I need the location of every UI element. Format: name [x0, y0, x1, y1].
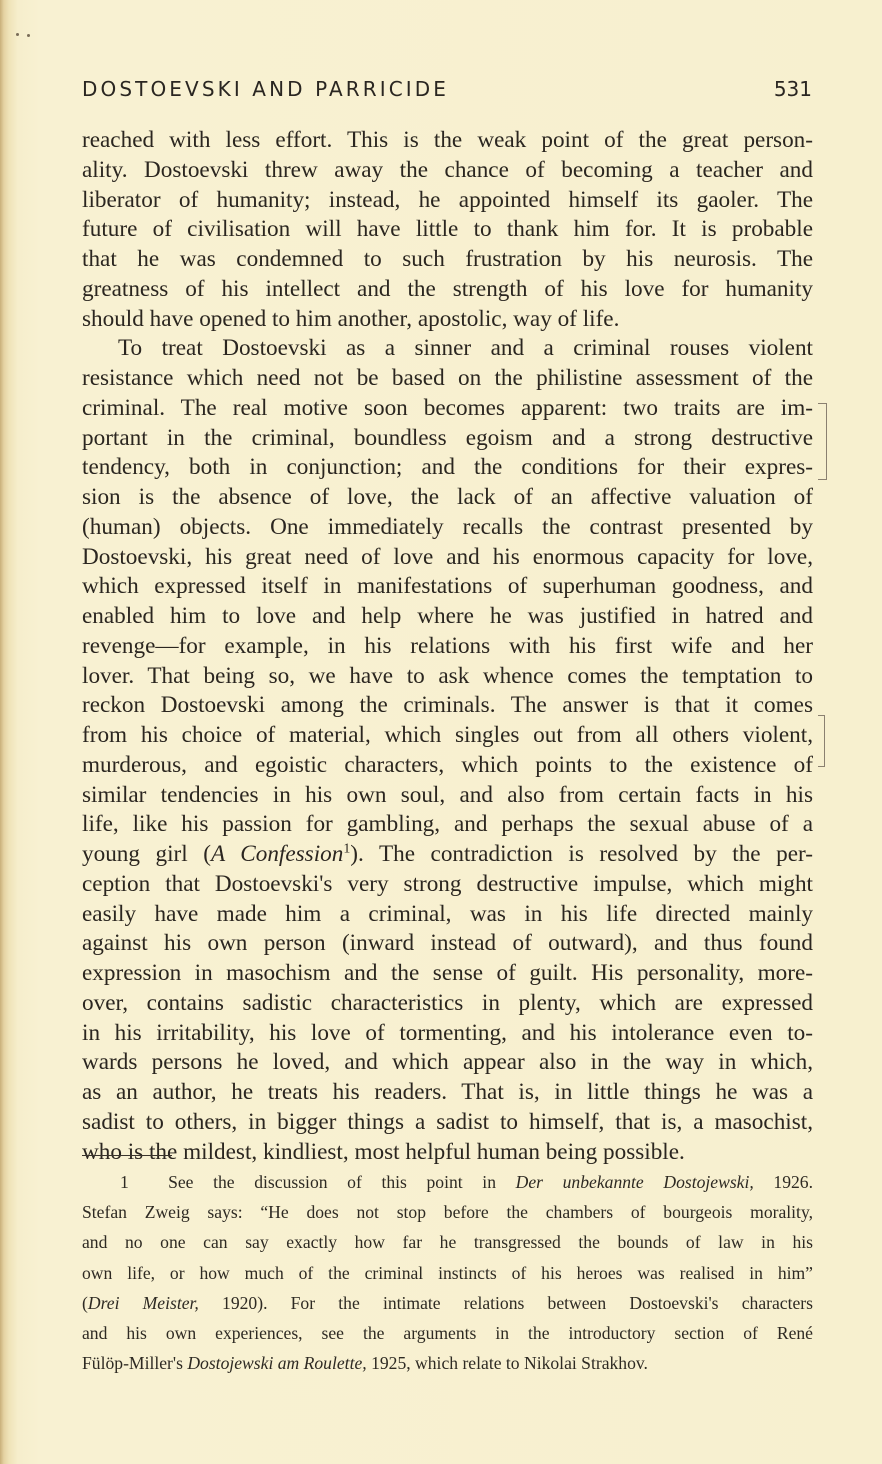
text-line: resistance which need not be based on the philistine assessment of the	[82, 365, 813, 391]
text-line: revenge—for example, in his relations with his first wife and her	[82, 632, 813, 659]
footnote-line: Stefan Zweig says: “He does not stop before the chambers of bourgeois morality,	[82, 1202, 813, 1223]
body-text	[82, 126, 813, 1167]
footnote-line: own life, or how much of the criminal instincts of his heroes was realised in him”	[82, 1262, 813, 1283]
text-line: ception that Dostoevski's very strong destructive impulse, which might	[82, 870, 813, 897]
paragraph-start-line: To treat Dostoevski as a sinner and a criminal rouses violent	[118, 335, 813, 362]
text-line: from his choice of material, which singles out from all others violent,	[82, 722, 813, 748]
text-line-with-footnote-ref: young girl (A Confession$^1$). The contradiction is resolved by the per-	[82, 841, 813, 867]
pencil-margin-bracket	[818, 715, 825, 767]
running-title: DOSTOEVSKI AND PARRICIDE	[82, 77, 450, 101]
text-line: future of civilisation will have little to thank him for. It is probable	[82, 216, 813, 243]
text-line: liberator of humanity; instead, he appointed himself its gaoler. The	[82, 186, 813, 213]
book-title: Der unbekannte Dostojewski,	[515, 1172, 754, 1192]
footnote-line: 1 See the discussion of this point in Der unbekannte Dostojewski, 1926.	[120, 1172, 813, 1192]
text-line: that he was condemned to such frustration by his neurosis. The	[82, 246, 813, 272]
text-line: enabled him to love and help where he was justified in hatred and	[82, 603, 813, 629]
text-line: similar tendencies in his own soul, and also from certain facts in his	[82, 781, 813, 808]
text-line: sion is the absence of love, the lack of an affective valuation of	[82, 484, 813, 510]
text-line: sadist to others, in bigger things a sadist to himself, that is, a masochist,	[82, 1108, 813, 1135]
text-line: ality. Dostoevski threw away the chance of becoming a teacher and	[82, 156, 813, 183]
text-line: tendency, both in conjunction; and the conditions for their expres-	[82, 454, 813, 481]
text-line: easily have made him a criminal, was in his life directed mainly	[82, 900, 813, 927]
pencil-margin-bracket	[818, 403, 827, 480]
text-line: wards persons he loved, and which appear also in the way in which,	[82, 1049, 813, 1076]
text-line: greatness of his intellect and the strength of his love for humanity	[82, 275, 813, 302]
text-line: life, like his passion for gambling, and perhaps the sexual abuse of a	[82, 811, 813, 838]
footnote-ref[interactable]: 1	[343, 841, 351, 857]
footnote-number: 1	[120, 1172, 129, 1192]
speck	[27, 34, 30, 37]
footnote-rule	[82, 1155, 172, 1156]
text-line: murderous, and egoistic characters, which points to the existence of	[82, 751, 813, 778]
page-header	[82, 77, 812, 107]
footnote	[82, 1167, 813, 1378]
book-title: Drei Meister,	[87, 1292, 199, 1313]
text-line: in his irritability, his love of tormenting, and his intolerance even to-	[82, 1019, 813, 1046]
text-line: which expressed itself in manifestations of superhuman goodness, and	[82, 573, 813, 600]
text-line: as an author, he treats his readers. That is, in little things he was a	[82, 1079, 813, 1105]
text-line: expression in masochism and the sense of guilt. His personality, more-	[82, 960, 813, 986]
footnote-line: and no one can say exactly how far he transgressed the bounds of law in his	[82, 1232, 813, 1253]
book-title: A Confession	[210, 841, 344, 867]
text-line: over, contains sadistic characteristics in plenty, which are expressed	[82, 989, 813, 1016]
text-line: reckon Dostoevski among the criminals. The answer is that it comes	[82, 692, 813, 719]
footnote-line: (Drei Meister, 1920). For the intimate relations between Dostoevski's characters	[82, 1292, 814, 1313]
text-line: against his own person (inward instead of outward), and thus found	[82, 930, 813, 957]
text-line: who is the mildest, kindliest, most helpful human being possible.	[82, 1138, 685, 1165]
page-number: 531	[773, 77, 812, 101]
book-title: Dostojewski am Roulette,	[187, 1353, 367, 1374]
text-line: reached with less effort. This is the weak point of the great person-	[82, 127, 813, 153]
speck	[16, 33, 19, 36]
text-line: portant in the criminal, boundless egoism and a strong destructive	[82, 424, 813, 451]
text-line: Dostoevski, his great need of love and his enormous capacity for love,	[82, 543, 813, 570]
footnote-line: and his own experiences, see the arguments in the introductory section of René	[82, 1323, 813, 1344]
text-line: lover. That being so, we have to ask whence comes the temptation to	[82, 662, 813, 689]
text-line: (human) objects. One immediately recalls the contrast presented by	[82, 513, 813, 540]
text-line: should have opened to him another, apostolic, way of life.	[82, 305, 620, 332]
text-line: criminal. The real motive soon becomes apparent: two traits are im-	[82, 394, 813, 421]
footnote-line: Fülöp-Miller's Dostojewski am Roulette, 1925, which relate to Nikolai Strakhov.	[82, 1353, 648, 1374]
